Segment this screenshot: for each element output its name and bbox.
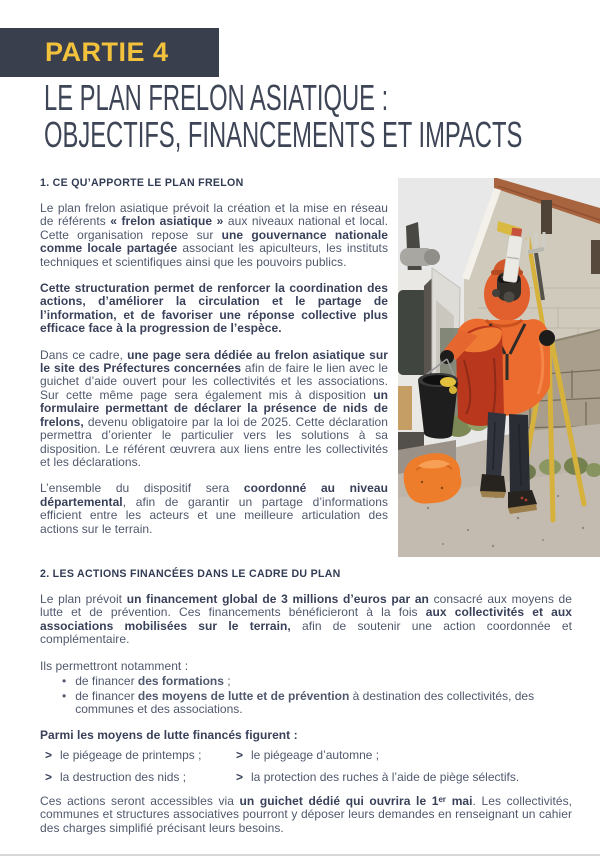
text-segment: afin de soutenir une action coordonnée et complémentaire. (40, 618, 572, 647)
photo-window-slot-2 (591, 240, 600, 274)
text-segment-bold: un financement global de 3 millions d’euros par an (126, 592, 429, 606)
text-segment-bold: Cette structuration permet de renforcer la coordination des actions, d’améliorer la circulation et le partage de l’information, et de favoriser une réponse collective plus efficace face à la progression de l’espèce. (40, 281, 388, 336)
means-text: la destruction des nids ; (60, 769, 187, 784)
text-segment: Dans ce cadre, (40, 347, 128, 362)
means-item (236, 749, 572, 762)
paragraph-4 (40, 482, 388, 536)
text-segment: à destination des collectivités, des communes et des associations. (75, 688, 535, 717)
means-text: la protection des ruches à l’aide de piège sélectifs. (251, 769, 520, 784)
text-segment: L’ensemble du dispositif sera (40, 481, 244, 496)
list-intro: Ils permettront notamment : (40, 658, 189, 673)
photo-field-technician (398, 178, 600, 557)
photo-illustration (398, 178, 600, 557)
means-item (45, 749, 236, 762)
title-line-1: LE PLAN FRELON ASIATIQUE : (44, 77, 389, 118)
photo-orange-bag (404, 453, 462, 503)
bullet-list (62, 675, 572, 717)
chevron-marker: > (236, 748, 244, 763)
bullet-item (62, 690, 572, 717)
paragraph-final (40, 795, 572, 835)
photo-cardboard-box (398, 386, 412, 430)
text-segment: de financer (75, 688, 138, 703)
text-segment: Ces actions seront accessibles via (40, 794, 240, 809)
means-item (236, 771, 572, 784)
bullet-text (75, 675, 230, 689)
means-item (45, 771, 236, 784)
text-segment-bold: une page sera dédiée au frelon asiatique sur le site des Préfectures concernées (40, 347, 389, 376)
title-line-2: OBJECTIFS, FINANCEMENTS ET IMPACTS (44, 113, 523, 155)
text-segment: afin de faire le lien avec le guichet d’aide ouvert pour les collectivités et les associations. Sur cette même page sera également mis à disposition (40, 361, 388, 402)
text-segment: aux niveaux national et local. Cette organisation repose sur (40, 214, 388, 242)
part-banner (0, 28, 219, 77)
part-label: PARTIE 4 (45, 37, 169, 67)
bullet-dot: • (62, 674, 67, 689)
paragraph-2 (40, 282, 388, 336)
paragraph-1 (40, 202, 388, 269)
text-segment: consacré aux moyens de lutte et de prévention. Ces financements bénéficieront à la fois (40, 592, 573, 620)
text-segment-bold: aux collectivités et aux associations mobilisées sur le terrain, (40, 605, 572, 633)
bullet-item (62, 675, 572, 689)
text-segment: Le plan frelon asiatique prévoit la création et la mise en réseau de référents (40, 201, 388, 229)
text-segment-bold: coordonné au niveau départemental (40, 481, 388, 509)
section-1 (40, 177, 388, 549)
text-segment-bold: une gouvernance nationale comme locale partagée (40, 227, 388, 256)
chevron-marker: > (45, 769, 53, 784)
text-segment-bold: « frelon asiatique » (110, 214, 224, 229)
text-segment: . Les collectivités, communes et structures associatives pourront y déposer leurs demandes en renseignant un cahier des charges simplifié précisant leurs besoins. (40, 794, 573, 835)
section-1-heading: 1. CE QU’APPORTE LE PLAN FRELON (40, 177, 244, 189)
photo-yellow-gloves-in-bucket (440, 377, 456, 387)
paragraph-5 (40, 593, 572, 647)
chevron-marker: > (236, 769, 244, 784)
text-segment: de financer (75, 674, 138, 689)
text-segment-bold: un guichet dédié qui ouvrira le 1ᵉʳ mai (239, 794, 473, 809)
text-segment-bold: des moyens de lutte et de prévention (137, 688, 350, 703)
means-list (45, 749, 572, 784)
means-text: le piégeage d’automne ; (251, 748, 380, 763)
means-text: le piégeage de printemps ; (60, 748, 202, 763)
text-segment: Le plan prévoit (40, 592, 127, 606)
text-segment-bold: un formulaire permettant de déclarer la présence de nids de frelons, (40, 387, 388, 429)
photo-window-slot (541, 200, 552, 234)
section-2-heading: 2. LES ACTIONS FINANCÉES DANS LE CADRE DU PLAN (40, 568, 341, 580)
means-intro: Parmi les moyens de lutte financés figurent : (40, 727, 298, 742)
photo-van-window (398, 290, 428, 375)
section-2 (40, 568, 572, 848)
page-title (44, 77, 600, 155)
paragraph-3 (40, 349, 388, 470)
text-segment: , afin de garantir un partage d’informations efficient entre les acteurs et une meilleure articulation des actions sur le terrain. (40, 494, 388, 536)
text-segment-bold: des formations (137, 674, 224, 689)
text-segment: ; (223, 674, 231, 689)
bullet-dot: • (62, 688, 67, 703)
bullet-text (75, 690, 572, 717)
text-segment: associant les apiculteurs, les instituts techniques et scientifiques ainsi que les pouvoirs publics. (40, 241, 388, 269)
chevron-marker: > (45, 748, 53, 763)
photo-right-glove (539, 330, 555, 346)
text-segment: devenu obligatoire par la loi de 2025. Cette déclaration permettra d’orienter le particulier vers les solutions à sa disposition. Le référent œuvrera aux liens entre les collectivités et les déclarations. (40, 414, 388, 469)
